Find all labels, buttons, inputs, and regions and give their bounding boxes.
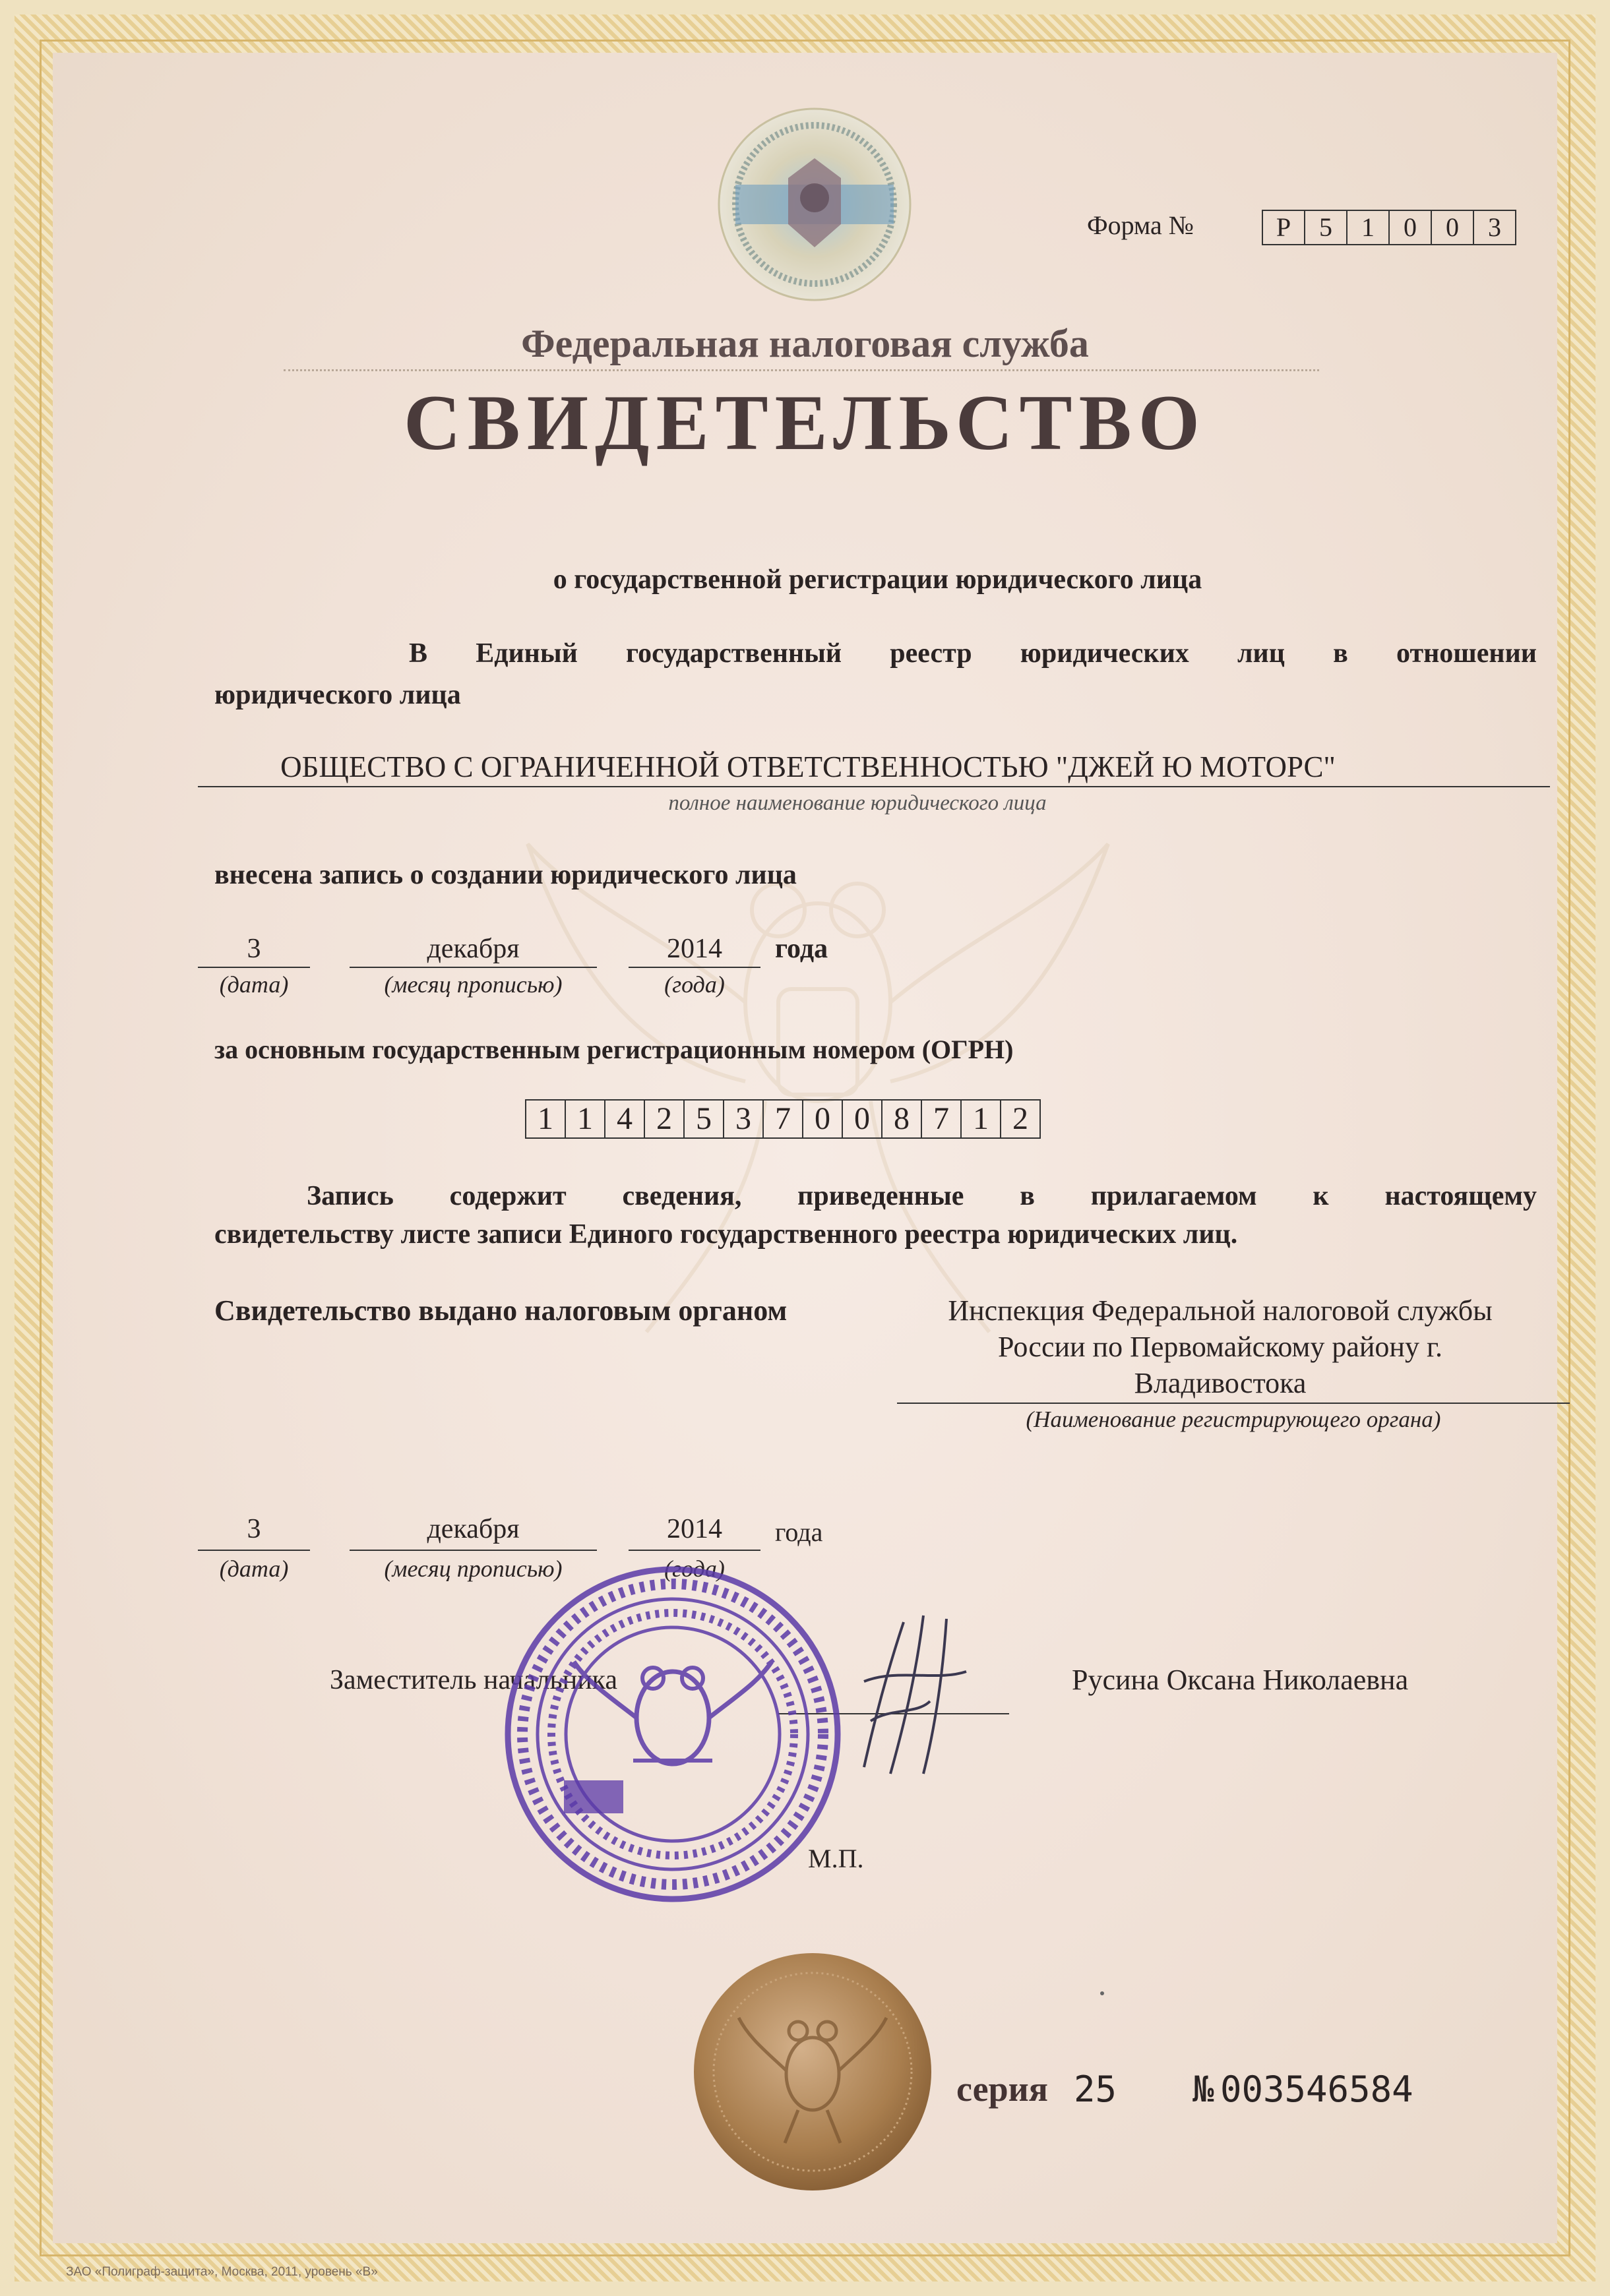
issue-month: декабря xyxy=(427,1514,520,1544)
contents-line-1: Запись содержит сведения, приведенные в прилагаемом к настоящему xyxy=(307,1181,1537,1211)
ogrn-digit: 3 xyxy=(724,1101,764,1137)
registration-month: декабря xyxy=(427,934,520,964)
form-digit: Р xyxy=(1263,211,1305,244)
form-digit: 1 xyxy=(1347,211,1390,244)
document-title: СВИДЕТЕЛЬСТВО xyxy=(404,378,1206,466)
registration-year-caption: (года) xyxy=(664,971,725,998)
form-digit: 0 xyxy=(1390,211,1432,244)
record-created-text: внесена запись о создании юридического лица xyxy=(214,860,797,890)
ogrn-digit: 8 xyxy=(882,1101,922,1137)
issuer-name-line-1: Инспекция Федеральной налоговой службы xyxy=(948,1294,1493,1327)
form-digit: 3 xyxy=(1488,212,1501,242)
hologram-emblem-icon xyxy=(716,106,913,303)
ogrn-digit: 5 xyxy=(685,1101,724,1137)
series-number-prefix: № xyxy=(1192,2069,1214,2110)
signatory-name: Русина Оксана Николаевна xyxy=(1072,1664,1409,1696)
document-subtitle: о государственной регистрации юридического лица xyxy=(553,564,1202,595)
agency-name: Федеральная налоговая служба xyxy=(521,322,1089,365)
ogrn-digit: 0 xyxy=(803,1101,843,1137)
stamp-place-label: М.П. xyxy=(808,1844,864,1873)
header-divider xyxy=(284,369,1319,371)
form-number-boxes xyxy=(1262,210,1516,245)
official-stamp-icon xyxy=(501,1563,844,1906)
issuer-name-line-2: России по Первомайскому району г. xyxy=(997,1331,1443,1363)
series-label: серия xyxy=(956,2069,1048,2109)
intro-line-1: В Единый государственный реестр юридических лиц в отношении xyxy=(409,638,1537,669)
issue-month-caption: (месяц прописью) xyxy=(384,1556,563,1582)
registration-month-caption: (месяц прописью) xyxy=(384,971,563,998)
issuer-name-line-3: Владивостока xyxy=(1134,1367,1307,1399)
ogrn-digit: 2 xyxy=(645,1101,685,1137)
issue-day-line xyxy=(198,1550,310,1551)
ogrn-digit: 1 xyxy=(566,1101,605,1137)
ogrn-digit: 4 xyxy=(605,1101,645,1137)
ogrn-digit: 7 xyxy=(922,1101,962,1137)
registration-day-caption: (дата) xyxy=(219,971,289,998)
issuer-caption: (Наименование регистрирующего органа) xyxy=(1026,1406,1441,1432)
contents-line-2: свидетельству листе записи Единого государственного реестра юридических лиц. xyxy=(214,1219,1238,1250)
ogrn-digit: 1 xyxy=(526,1101,566,1137)
registration-month-line xyxy=(350,967,597,968)
form-digit: 0 xyxy=(1432,211,1474,244)
issue-year-line xyxy=(629,1550,760,1551)
form-number-label: Форма № xyxy=(1087,210,1194,240)
issuer-underline xyxy=(897,1403,1570,1404)
ogrn-digit: 7 xyxy=(764,1101,803,1137)
ogrn-digit: 0 xyxy=(843,1101,882,1137)
signatory-position: Заместитель начальника xyxy=(330,1665,618,1695)
series-number: 003546584 xyxy=(1220,2069,1413,2110)
ogrn-digit: 2 xyxy=(1012,1101,1028,1136)
registration-day-line xyxy=(198,967,310,968)
issue-day-caption: (дата) xyxy=(219,1556,289,1582)
entity-name: ОБЩЕСТВО С ОГРАНИЧЕННОЙ ОТВЕТСТВЕННОСТЬЮ "ДЖЕЙ Ю МОТОРС" xyxy=(280,750,1336,783)
ogrn-digit: 1 xyxy=(962,1101,1001,1137)
registration-day: 3 xyxy=(247,934,261,964)
signature-icon xyxy=(851,1609,983,1780)
intro-line-2: юридического лица xyxy=(214,680,461,710)
series-value: 25 xyxy=(1074,2069,1117,2110)
decorative-dot xyxy=(1100,1991,1104,1995)
issue-year-suffix: года xyxy=(775,1517,823,1547)
registration-year-line xyxy=(629,967,760,968)
issue-year: 2014 xyxy=(667,1514,722,1544)
entity-name-caption: полное наименование юридического лица xyxy=(668,791,1047,815)
issue-year-caption: (года) xyxy=(664,1556,725,1582)
issue-day: 3 xyxy=(247,1514,261,1544)
form-digit: 5 xyxy=(1305,211,1347,244)
registration-year-suffix: года xyxy=(775,934,828,964)
issue-month-line xyxy=(350,1550,597,1551)
printer-credit: ЗАО «Полиграф-защита», Москва, 2011, уровень «В» xyxy=(66,2265,378,2279)
embossed-seal-icon xyxy=(693,1952,933,2192)
ogrn-number-boxes xyxy=(525,1099,1041,1139)
entity-name-underline xyxy=(198,786,1550,787)
registration-year: 2014 xyxy=(667,934,722,964)
ogrn-label: за основным государственным регистрационным номером (ОГРН) xyxy=(214,1035,1014,1064)
issuer-label: Свидетельство выдано налоговым органом xyxy=(214,1294,788,1327)
